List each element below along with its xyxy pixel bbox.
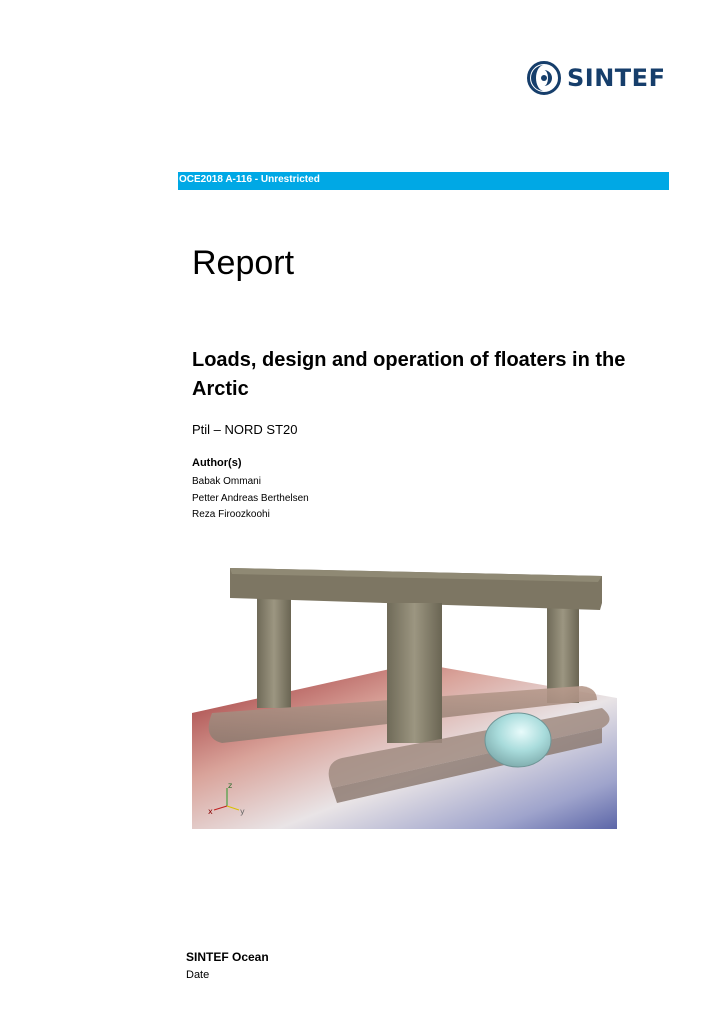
sintef-logo: [527, 61, 677, 95]
report-label: Report: [192, 244, 295, 282]
authors-list: [192, 474, 309, 524]
column: [257, 588, 291, 708]
author-name: Babak Ommani: [192, 476, 261, 487]
report-title: Loads, design and operation of floaters in the Arctic: [192, 349, 626, 400]
sintef-logo-icon: [527, 61, 561, 95]
ice-floe: [485, 713, 551, 767]
authors-heading: Author(s): [192, 457, 242, 469]
column: [387, 603, 442, 743]
axis-label-z: z: [228, 781, 233, 790]
axis-label-y: y: [240, 807, 245, 816]
author-name: Reza Firoozkoohi: [192, 509, 270, 520]
project-name: Ptil – NORD ST20: [192, 422, 298, 437]
organization-name: SINTEF Ocean: [186, 950, 269, 964]
classification-text: OCE2018 A-116 - Unrestricted: [179, 174, 320, 185]
date-label: Date: [186, 969, 210, 981]
classification-band: [178, 172, 669, 190]
author-name: Petter Andreas Berthelsen: [192, 492, 309, 504]
axis-label-x: x: [208, 807, 213, 816]
cover-figure: [192, 548, 617, 829]
logo-wordmark: SINTEF: [567, 64, 666, 92]
column: [547, 593, 579, 703]
